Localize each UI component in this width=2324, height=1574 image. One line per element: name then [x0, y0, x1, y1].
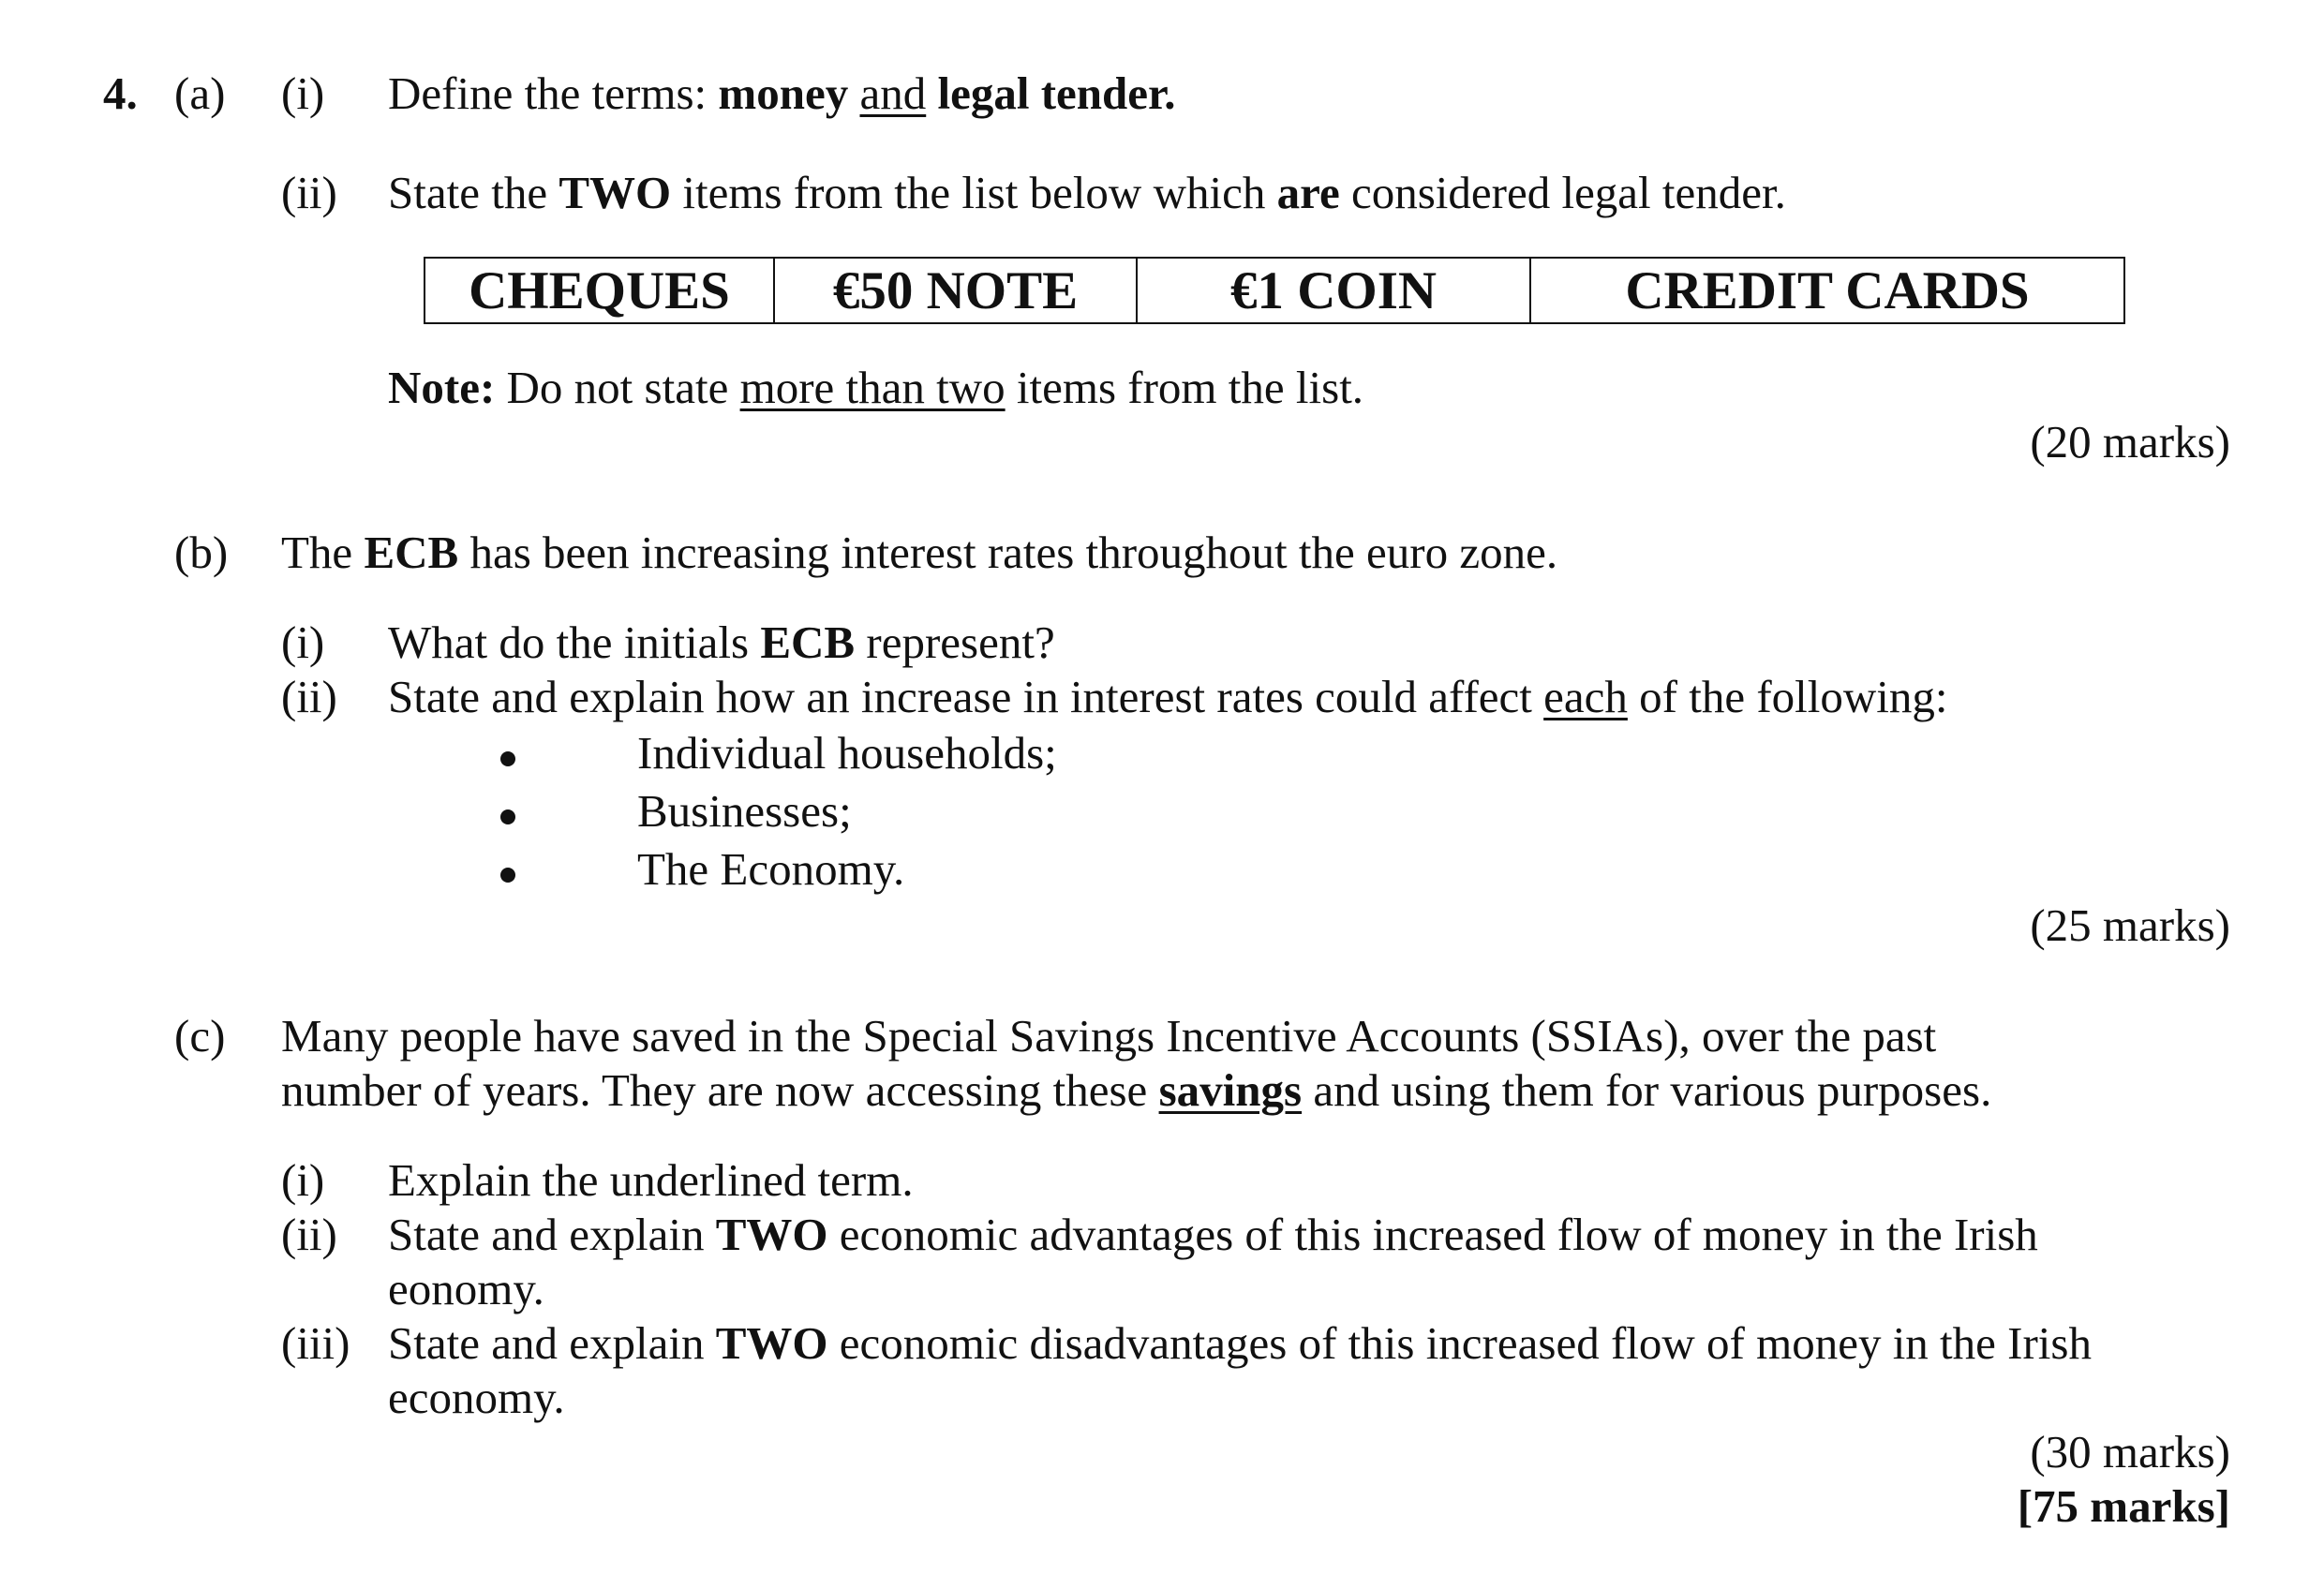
- total-marks: [75 marks]: [2017, 1480, 2230, 1532]
- part-b-ii-label: (ii): [281, 671, 337, 722]
- bullet-icon: [500, 868, 515, 883]
- table-cell-50-note: €50 NOTE: [774, 258, 1137, 323]
- part-a-i-text: Define the terms: money and legal tender.: [388, 67, 1176, 119]
- bullet-icon: [500, 809, 515, 824]
- part-c-label: (c): [174, 1010, 226, 1062]
- part-a-i-label: (i): [281, 67, 325, 119]
- table-cell-cheques: CHEQUES: [425, 258, 774, 323]
- part-b-i-text: What do the initials ECB represent?: [388, 616, 1055, 668]
- bullet-economy: The Economy.: [637, 843, 905, 895]
- question-number: 4.: [103, 67, 138, 119]
- part-b-label: (b): [174, 527, 229, 578]
- part-b-ii-text: State and explain how an increase in interest rates could affect each of the following:: [388, 671, 1948, 722]
- legal-tender-table: [424, 257, 2125, 324]
- table-cell-1-coin: €1 COIN: [1137, 258, 1530, 323]
- part-c-i-text: Explain the underlined term.: [388, 1154, 914, 1206]
- part-b-intro: The ECB has been increasing interest rates throughout the euro zone.: [281, 527, 1558, 578]
- table-cell-credit-cards: CREDIT CARDS: [1530, 258, 2124, 323]
- bullet-businesses: Businesses;: [637, 785, 852, 837]
- part-c-iii-line2: economy.: [388, 1372, 565, 1423]
- part-c-ii-label: (ii): [281, 1209, 337, 1260]
- part-a-ii-text: State the TWO items from the list below which are considered legal tender.: [388, 167, 1786, 218]
- part-a-note: Note: Do not state more than two items from the list.: [388, 362, 1364, 413]
- part-a-marks: (20 marks): [2030, 416, 2230, 468]
- part-c-ii-line2: eonomy.: [388, 1263, 544, 1314]
- bullet-icon: [500, 751, 515, 766]
- part-c-ii-text: State and explain TWO economic advantages of this increased flow of money in the Irish: [388, 1209, 2038, 1260]
- part-c-iii-text: State and explain TWO economic disadvantages of this increased flow of money in the Irish: [388, 1317, 2092, 1369]
- part-c-marks: (30 marks): [2030, 1426, 2230, 1477]
- part-a-label: (a): [174, 67, 226, 119]
- part-c-iii-label: (iii): [281, 1317, 350, 1369]
- part-c-intro-line1: Many people have saved in the Special Savings Incentive Accounts (SSIAs), over the past: [281, 1010, 1937, 1062]
- part-c-intro-line2: number of years. They are now accessing these savings and using them for various purposes.: [281, 1064, 1992, 1116]
- bullet-households: Individual households;: [637, 727, 1057, 779]
- part-b-marks: (25 marks): [2030, 899, 2230, 951]
- part-c-i-label: (i): [281, 1154, 325, 1206]
- part-a-ii-label: (ii): [281, 167, 337, 218]
- part-b-i-label: (i): [281, 616, 325, 668]
